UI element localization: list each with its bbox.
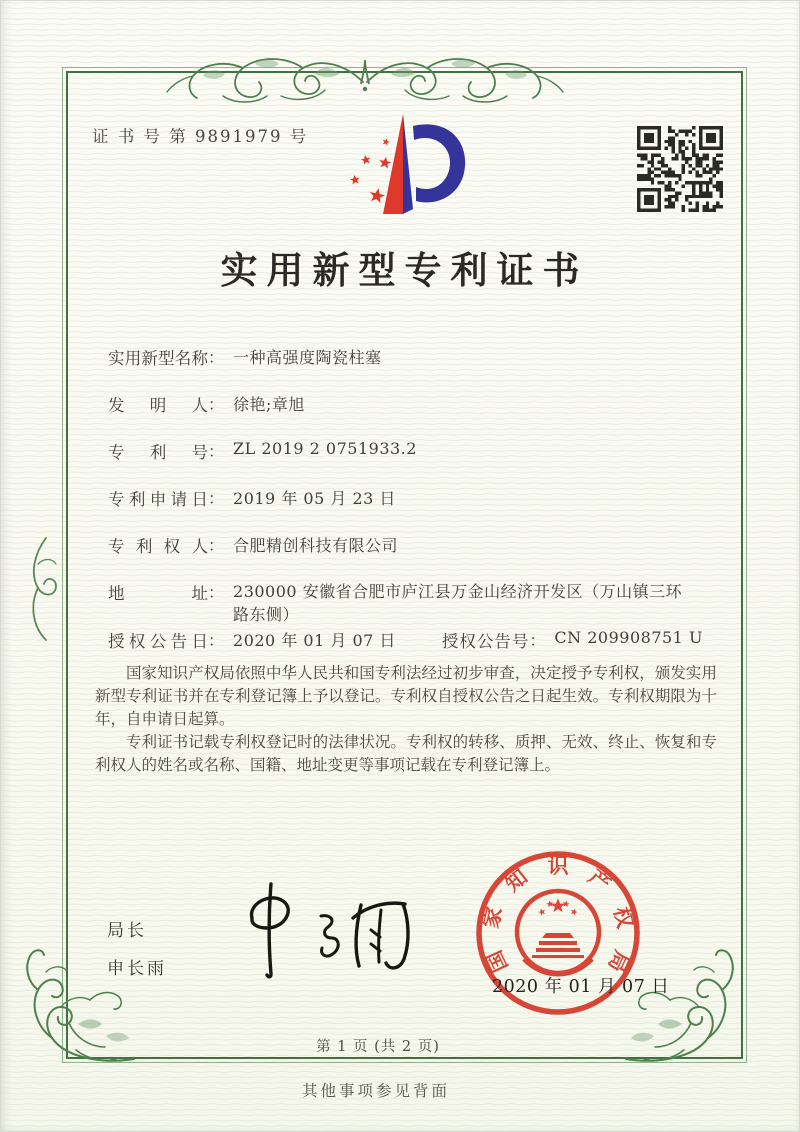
field-value: 合肥精创科技有限公司 [233,536,399,555]
field-label: 专利申请日 [108,490,208,509]
field-value: 230000 安徽省合肥市庐江县万金山经济开发区（万山镇三环路东侧） [233,582,683,624]
svg-text:知: 知 [500,863,533,897]
seal-national-emblem [532,899,584,959]
colon: ： [208,348,225,367]
certificate-title: 实用新型专利证书 [220,248,589,292]
svg-text:识: 识 [547,853,569,878]
field-row-grant [108,628,703,652]
ornament-top [165,42,565,106]
director-title: 局长 [107,921,147,941]
grant-number: CN 209908751 U [554,628,703,647]
director-block [107,916,167,992]
page-number: 第 1 页 (共 2 页) [316,1039,440,1055]
svg-text:国: 国 [481,946,513,977]
legal-paragraph-1: 国家知识产权局依照中华人民共和国专利法经过初步审查，决定授予专利权，颁发实用新型专利证书并在专利登记簿上予以登记。专利权自授权公告之日起生效。专利权期限为十年，自申请日起算。 [95,664,717,728]
field-row-patentee [108,533,398,557]
qr-code [637,126,723,212]
signature-autograph [225,878,435,983]
field-row-patent-number [108,439,417,463]
field-row-name [108,345,382,369]
certificate-number: 证 书 号 第 9891979 号 [92,127,309,146]
field-value: 2019 年 05 月 23 日 [233,489,396,508]
legal-text [95,662,717,777]
field-label: 发明人 [108,396,208,415]
field-label: 授权公告日 [108,632,208,651]
svg-text:家: 家 [477,904,507,931]
field-value: ZL 2019 2 0751933.2 [233,439,417,458]
field-label: 实用新型名称 [108,349,208,368]
back-note: 其他事项参见背面 [301,1082,450,1100]
field-row-filing-date [108,486,396,510]
field-row-inventor [108,392,305,416]
field-label: 授权公告号 [441,632,530,651]
svg-text:权: 权 [609,904,639,931]
ornament-left [16,534,64,646]
colon: ： [208,583,225,602]
svg-text:局: 局 [603,946,635,977]
legal-paragraph-2: 专利证书记载专利权登记时的法律状况。专利权的转移、质押、无效、终止、恢复和专利权人的姓名或名称、国籍、地址变更等事项记载在专利登记簿上。 [95,733,717,774]
seal-date: 2020 年 01 月 07 日 [492,977,670,997]
field-value: 一种高强度陶瓷柱塞 [233,348,382,367]
colon: ： [208,395,225,414]
field-label: 专利号 [108,443,208,462]
grant-number-pair [442,628,703,652]
svg-text:产: 产 [583,863,616,897]
field-value: 徐艳;章旭 [233,395,305,414]
colon: ： [208,631,225,650]
colon: ： [529,631,546,650]
colon: ： [208,489,225,508]
colon: ： [208,442,225,461]
director-name: 申长雨 [107,959,167,979]
field-label: 地址 [108,584,208,603]
colon: ： [208,536,225,555]
field-label: 专利权人 [108,537,208,556]
grant-date: 2020 年 01 月 07 日 [233,631,396,650]
field-row-address [108,580,688,626]
cnipa-logo [333,110,473,225]
